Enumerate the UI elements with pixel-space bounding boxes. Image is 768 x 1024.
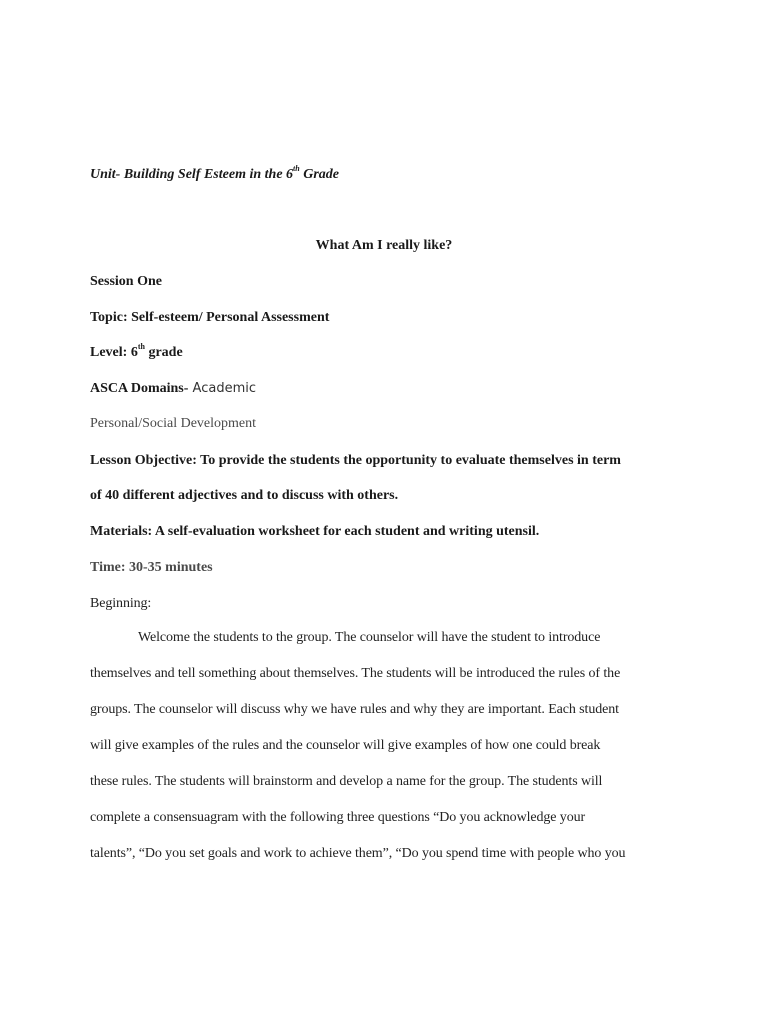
paragraph-line-2: themselves and tell something about themselves. The students will be introduced the rules of the [90,666,621,681]
lesson-objective-line-2: of 40 different adjectives and to discuss with others. [90,488,399,503]
lesson-objective-line-1: Lesson Objective: To provide the students the opportunity to evaluate themselves in term [90,453,621,468]
paragraph-line-3: groups. The counselor will discuss why we have rules and why they are important. Each student [90,702,619,717]
beginning-label: Beginning: [90,596,152,611]
materials-line: Materials: A self-evaluation worksheet for each student and writing utensil. [90,524,540,539]
topic-line: Topic: Self-esteem/ Personal Assessment [90,310,330,325]
unit-title-superscript: th [293,164,300,174]
unit-title-text: Unit- Building Self Esteem in the 6 [90,167,294,182]
asca-domains-line [90,380,256,398]
level-text: Level: 6 [90,345,138,360]
paragraph-line-6: complete a consensuagram with the following three questions “Do you acknowledge your [90,810,586,825]
level-superscript: th [137,342,145,352]
personal-social-line: Personal/Social Development [90,416,257,431]
level-line [90,344,183,362]
paragraph-line-1: Welcome the students to the group. The counselor will have the student to introduce [138,630,601,645]
time-line: Time: 30-35 minutes [90,560,213,575]
asca-domains-value: Academic [188,381,256,396]
asca-domains-label: ASCA Domains- [90,381,189,396]
session-label: Session One [90,274,162,289]
level-suffix: grade [144,345,183,360]
unit-title [90,166,339,184]
paragraph-line-7: talents”, “Do you set goals and work to achieve them”, “Do you spend time with people who you [90,846,626,861]
paragraph-line-4: will give examples of the rules and the counselor will give examples of how one could break [90,738,601,753]
paragraph-line-5: these rules. The students will brainstorm and develop a name for the group. The students will [90,774,603,789]
lesson-heading: What Am I really like? [315,238,453,253]
unit-title-suffix: Grade [299,167,339,182]
